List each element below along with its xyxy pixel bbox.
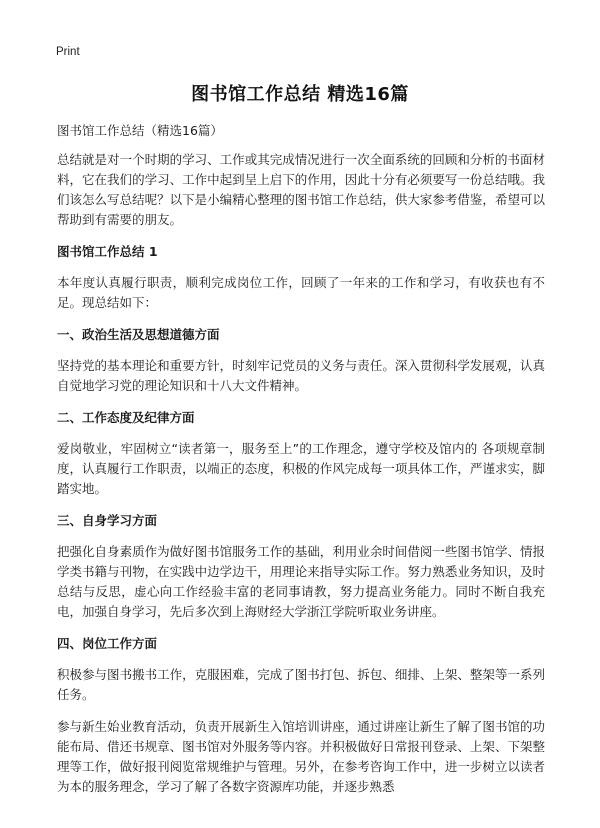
print-label: Print: [56, 46, 80, 58]
section-intro-paragraph: 本年度认真履行职责，顺利完成岗位工作，回顾了一年来的工作和学习，有收获也有不足。现总结如下：: [57, 275, 545, 310]
heading-political: 一、政治生活及思想道德方面: [57, 327, 220, 342]
paragraph-self-study: 把强化自身素质作为做好图书馆服务工作的基础，利用业余时间借阅一些图书馆学、情报学类书籍与刊物，在实践中边学边干，用理论来指导实际工作。努力熟悉业务知识，及时总结与反思，虚心向工作经验丰富的老同事请教，努力提高业务能力。同时不断自我充电，加强自身学习，先后多次到上海财经大学浙江学院听取业务讲座。: [57, 544, 545, 619]
heading-attitude: 二、工作态度及纪律方面: [57, 410, 195, 425]
paragraph-political: 坚持党的基本理论和重要方针，时刻牢记党员的义务与责任。深入贯彻科学发展观，认真自觉地学习党的理论知识和十八大文件精神。: [57, 358, 545, 393]
paragraph-job-2: 参与新生始业教育活动，负责开展新生入馆培训讲座，通过讲座让新生了解了图书馆的功能布局、借还书规章、图书馆对外服务等内容。并积极做好日常报刊登录、上架、下架整理等工作，做好报刊阅览常规维护与管理。另外，在参考咨询工作中，进一步树立以读者为本的服务理念，学习了解了各数字资源库功能，并逐步熟悉: [57, 719, 545, 794]
heading-job: 四、岗位工作方面: [57, 636, 158, 651]
intro-paragraph: 总结就是对一个时期的学习、工作或其完成情况进行一次全面系统的回顾和分析的书面材料，它在我们的学习、工作中起到呈上启下的作用，因此十分有必须要写一份总结哦。我们该怎么写总结呢？以下是小编精心整理的图书馆工作总结，供大家参考借鉴，希望可以帮助到有需要的朋友。: [57, 152, 545, 227]
section-title: 图书馆工作总结 1: [57, 244, 158, 259]
document-title: 图书馆工作总结 精选16篇: [191, 84, 409, 105]
document-subtitle: 图书馆工作总结（精选16篇）: [57, 123, 223, 138]
paragraph-attitude: 爱岗敬业，牢固树立“读者第一，服务至上”的工作理念，遵守学校及馆内的 各项规章制度，认真履行工作职责，以端正的态度，积极的作风完成每一项具体工作，严谨求实，脚踏实地。: [57, 441, 545, 496]
document-body: [57, 121, 545, 809]
paragraph-job-1: 积极参与图书搬书工作，克服困难，完成了图书打包、拆包、细排、上架、整架等一系列任务。: [57, 667, 545, 702]
heading-self-study: 三、自身学习方面: [57, 513, 158, 528]
